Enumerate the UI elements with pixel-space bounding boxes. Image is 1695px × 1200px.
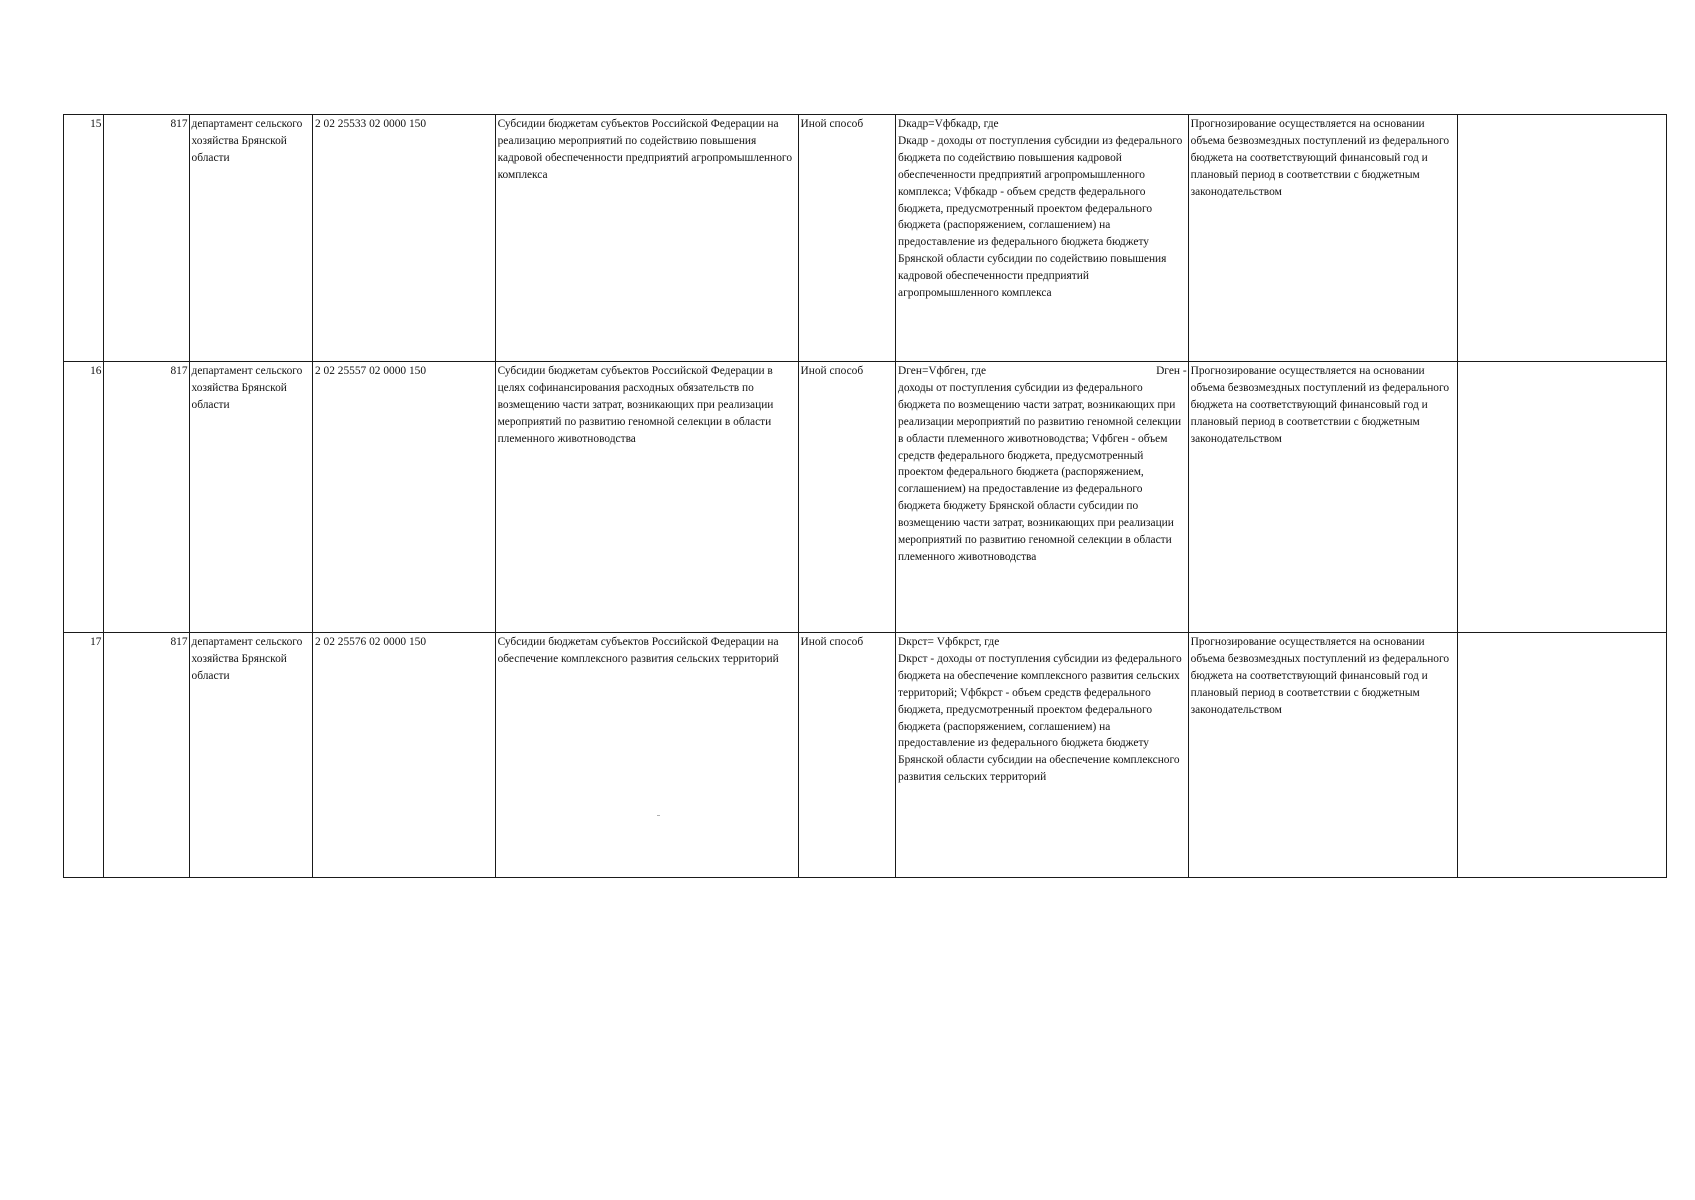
income-name: Субсидии бюджетам субъектов Российской Федерации на обеспечение комплексного развития сельских территорий	[495, 633, 798, 878]
calculation-method: Иной способ	[798, 633, 896, 878]
row-number: 17	[64, 633, 104, 878]
administrator-name: департамент сельского хозяйства Брянской области	[189, 115, 312, 362]
calculation-method: Иной способ	[798, 362, 896, 633]
administrator-name: департамент сельского хозяйства Брянской области	[189, 633, 312, 878]
formula-variable: Dген -	[1156, 365, 1187, 377]
formula-cell	[896, 633, 1189, 878]
row-number: 15	[64, 115, 104, 362]
formula-explanation: Dкрст - доходы от поступления субсидии из федерального бюджета на обеспечение комплексного развития сельских территорий; Vфбкрст - объем средств федерального бюджета, предусмотренный проектом федерального бюджета (распоряжением, соглашением) на предоставление из федерального бюджета бюджету Брянской области субсидии на обеспечение комплексного развития сельских территорий	[898, 652, 1182, 784]
forecast-description: Прогнозирование осуществляется на основании объема безвозмездных поступлений из федерального бюджета на соответствующий финансовый год и плановый период в соответствии с бюджетным законодательством	[1188, 362, 1458, 633]
formula-cell	[896, 115, 1189, 362]
formula-definition: Dкадр=Vфбкадр, где	[898, 118, 999, 130]
scan-speck	[657, 815, 660, 816]
budget-classification-code: 2 02 25557 02 0000 150	[312, 362, 495, 633]
formula-explanation: Dкадр - доходы от поступления субсидии из федерального бюджета по содействию повышения кадровой обеспеченности предприятий агропромышленного комплекса; Vфбкадр - объем средств федерального бюджета, предусмотренный проектом федерального бюджета (распоряжением, соглашением) на предоставление из федерального бюджета бюджету Брянской области субсидии по содействию повышения кадровой обеспеченности предприятий агропромышленного комплекса	[898, 134, 1183, 300]
table-row	[64, 633, 1667, 878]
administrator-code: 817	[104, 362, 189, 633]
formula-explanation: доходы от поступления субсидии из федерального бюджета по возмещению части затрат, возникающих при реализации мероприятий по развитию геномной селекции в области племенного животноводства; Vфбген - объем средств федерального бюджета, предусмотренный проектом федерального бюджета (распоряжением, соглашением) на предоставление из федерального бюджета бюджету Брянской области субсидии по возмещению части затрат, возникающих при реализации мероприятий по развитию геномной селекции в области племенного животноводства	[898, 381, 1182, 563]
formula-definition: Dген=Vфбген, где	[898, 365, 987, 377]
income-name: Субсидии бюджетам субъектов Российской Федерации на реализацию мероприятий по содействию повышения кадровой обеспеченности предприятий агропромышленного комплекса	[495, 115, 798, 362]
formula-cell	[896, 362, 1189, 633]
administrator-name: департамент сельского хозяйства Брянской области	[189, 362, 312, 633]
formula-definition: Dкрст= Vфбкрст, где	[898, 636, 1000, 648]
table-row	[64, 115, 1667, 362]
extra-cell	[1458, 633, 1667, 878]
extra-cell	[1458, 115, 1667, 362]
budget-classification-code: 2 02 25576 02 0000 150	[312, 633, 495, 878]
forecast-description: Прогнозирование осуществляется на основании объема безвозмездных поступлений из федерального бюджета на соответствующий финансовый год и плановый период в соответствии с бюджетным законодательством	[1188, 115, 1458, 362]
extra-cell	[1458, 362, 1667, 633]
calculation-method: Иной способ	[798, 115, 896, 362]
administrator-code: 817	[104, 115, 189, 362]
budget-classification-code: 2 02 25533 02 0000 150	[312, 115, 495, 362]
formula-heading	[898, 116, 1187, 133]
formula-heading	[898, 363, 1187, 380]
row-number: 16	[64, 362, 104, 633]
forecast-description: Прогнозирование осуществляется на основании объема безвозмездных поступлений из федерального бюджета на соответствующий финансовый год и плановый период в соответствии с бюджетным законодательством	[1188, 633, 1458, 878]
table-row	[64, 362, 1667, 633]
income-name: Субсидии бюджетам субъектов Российской Федерации в целях софинансирования расходных обязательств по возмещению части затрат, возникающих при реализации мероприятий по развитию геномной селекции в области племенного животноводства	[495, 362, 798, 633]
formula-heading	[898, 634, 1187, 651]
revenue-forecast-table	[63, 114, 1667, 878]
administrator-code: 817	[104, 633, 189, 878]
